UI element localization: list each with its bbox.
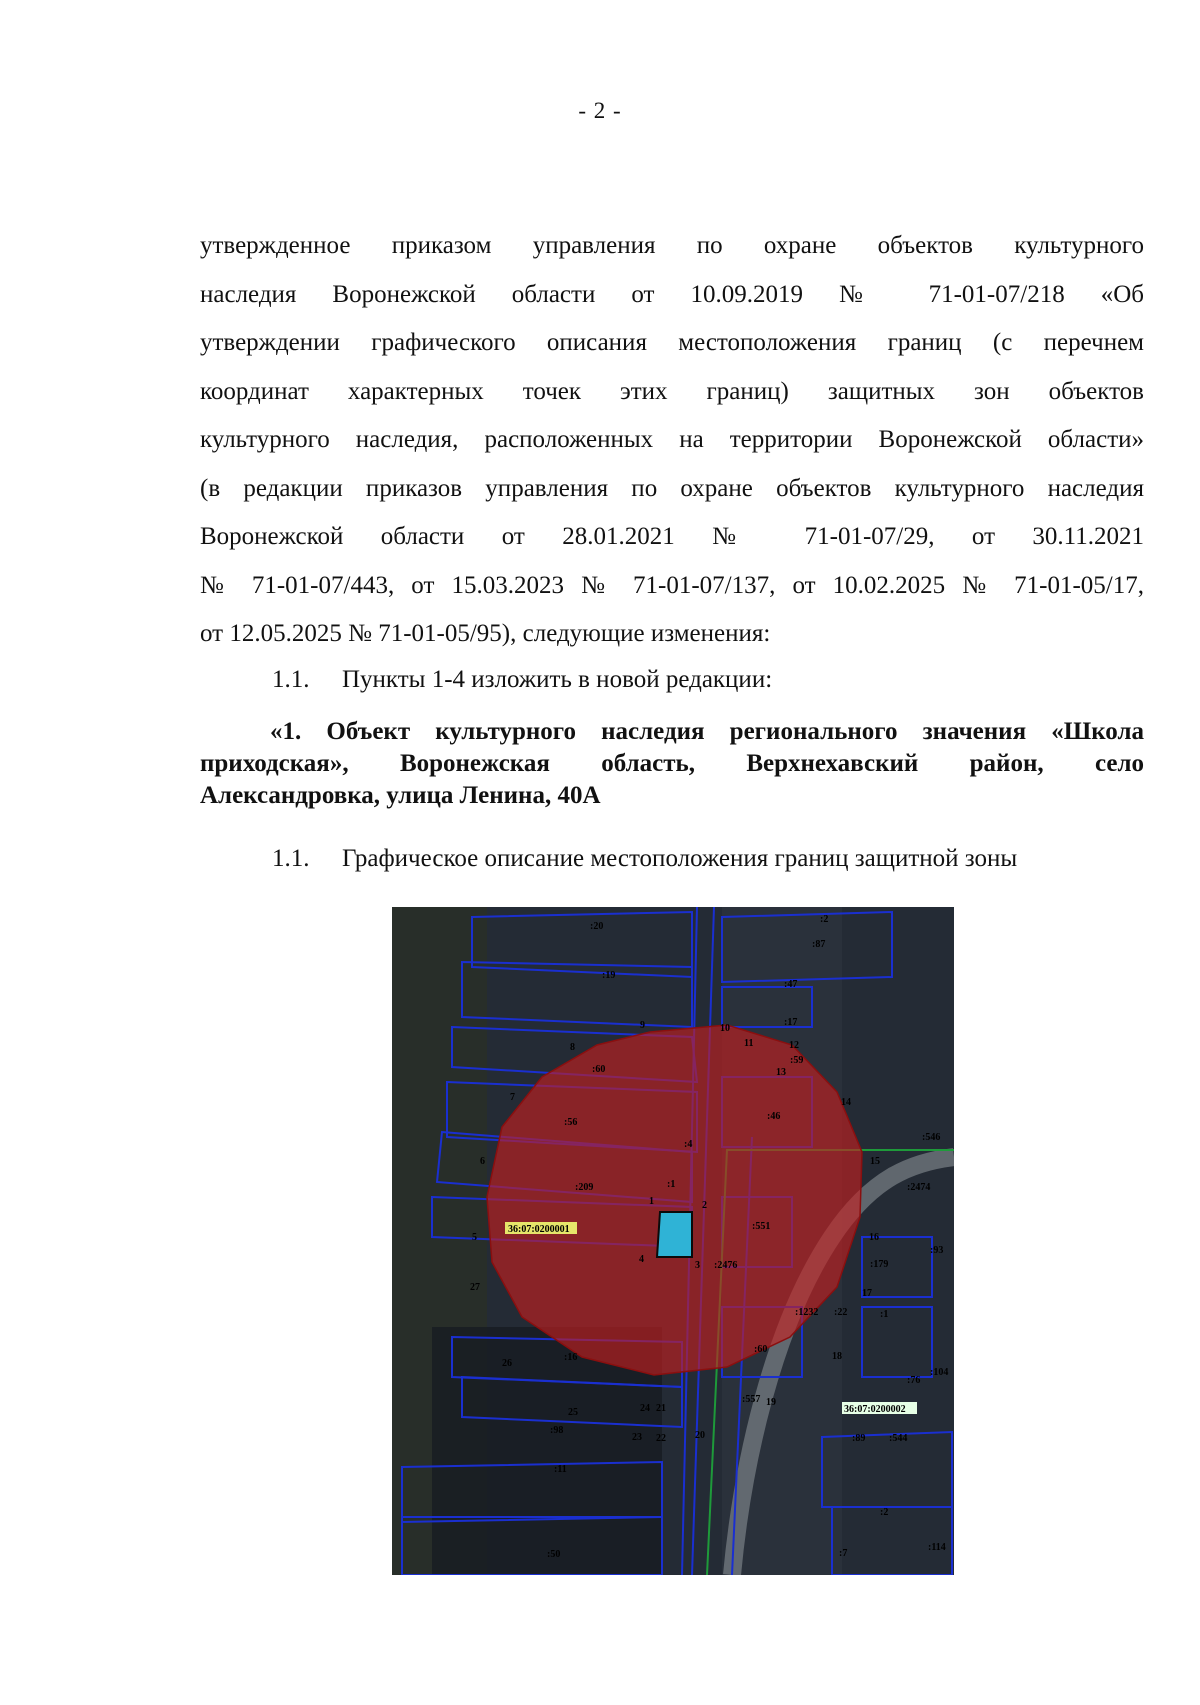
parcel-label: :46 [767,1111,781,1122]
point-label: 1 [649,1196,654,1207]
paragraph-line: культурного наследия, расположенных на территории Воронежской области» [200,426,1144,453]
parcel-label: :2 [880,1507,889,1518]
parcel-label: :56 [564,1117,578,1128]
clause-1 [272,666,772,694]
parcel-label: :11 [554,1464,567,1475]
body-paragraph [200,222,1144,659]
point-label: 5 [472,1232,477,1243]
parcel-label: :544 [889,1433,908,1444]
heading-line: «1. Объект культурного наследия регионального значения «Школа [270,718,1144,745]
parcel-label: :59 [790,1055,804,1066]
point-label: 23 [632,1432,642,1443]
parcel-label: :4 [684,1139,693,1150]
parcel-label: :2476 [714,1260,738,1271]
parcel-label: :7 [839,1548,848,1559]
point-label: 27 [470,1282,480,1293]
parcel-label: :87 [812,939,826,950]
quarter-label: 36:07:0200002 [844,1404,906,1415]
point-label: 14 [841,1097,851,1108]
point-label: 11 [744,1038,754,1049]
parcel-label: :1232 [795,1307,819,1318]
point-label: 25 [568,1407,578,1418]
parcel-label: :19 [602,970,616,981]
parcel-label: :93 [930,1245,944,1256]
quarter-label: 36:07:0200001 [508,1224,570,1235]
point-label: 22 [656,1433,666,1444]
parcel-label: :89 [852,1433,866,1444]
heading-line: Александровка, улица Ленина, 40А [200,782,601,809]
point-label: 15 [870,1156,880,1167]
protection-zone-map [392,907,954,1575]
parcel-label: :557 [742,1394,761,1405]
clause-text: Пункты 1-4 изложить в новой редакции: [342,666,773,693]
parcel-label: :1 [667,1179,676,1190]
map-canvas [392,907,954,1575]
heritage-object [657,1212,692,1257]
paragraph-line: № 71-01-07/443, от 15.03.2023 № 71-01-07/137, от 10.02.2025 № 71-01-05/17, [200,571,1144,599]
point-label: 12 [789,1040,799,1051]
parcel-label: :17 [784,1017,798,1028]
parcel-label: :2474 [907,1182,931,1193]
parcel-label: :179 [870,1259,889,1270]
point-label: 21 [656,1403,666,1414]
point-label: 9 [640,1020,645,1031]
paragraph-line: координат характерных точек этих границ) защитных зон объектов [200,377,1144,405]
paragraph-line: утверждении графического описания местоположения границ (с перечнем [200,329,1144,356]
point-label: 13 [776,1067,786,1078]
point-label: 2 [702,1200,707,1211]
paragraph-line: (в редакции приказов управления по охране объектов культурного наследия [200,474,1144,502]
parcel-label: :104 [930,1367,949,1378]
point-label: 26 [502,1358,512,1369]
paragraph-line: утвержденное приказом управления по охране объектов культурного [200,232,1144,259]
parcel-label: :16 [564,1352,578,1363]
point-label: 18 [832,1351,842,1362]
point-label: 3 [695,1260,700,1271]
parcel-label: :60 [592,1064,606,1075]
heading-line: приходская», Воронежская область, Верхнехавский район, село [200,750,1144,777]
object-heading [200,716,1144,812]
point-label: 8 [570,1042,575,1053]
point-label: 20 [695,1430,705,1441]
point-label: 10 [720,1023,730,1034]
point-label: 24 [640,1403,650,1414]
point-label: 19 [766,1397,776,1408]
parcel-label: :50 [547,1549,561,1560]
paragraph-line: Воронежской области от 28.01.2021 № 71-01-07/29, от 30.11.2021 [200,523,1144,550]
parcel-label: :47 [784,979,798,990]
clause-text: Графическое описание местоположения границ защитной зоны [342,845,1018,872]
paragraph-line: наследия Воронежской области от 10.09.2019 № 71-01-07/218 «Об [200,280,1144,308]
point-label: 16 [869,1232,879,1243]
parcel-label: :22 [834,1307,848,1318]
parcel-label: :20 [590,921,604,932]
point-label: 7 [510,1092,515,1103]
point-label: 6 [480,1156,485,1167]
parcel-label: :209 [575,1182,594,1193]
parcel-label: :2 [820,914,829,925]
parcel-label: :546 [922,1132,941,1143]
parcel-label: :76 [907,1375,921,1386]
parcel-label: :98 [550,1425,564,1436]
parcel-label: :60 [754,1344,768,1355]
point-label: 4 [639,1254,644,1265]
clause-number: 1.1. [272,666,310,693]
parcel-label: :114 [928,1542,946,1553]
paragraph-line: от 12.05.2025 № 71-01-05/95), следующие изменения: [200,620,771,647]
point-label: 17 [862,1288,872,1299]
clause-2 [272,845,1017,873]
clause-number: 1.1. [272,845,310,872]
parcel-label: :551 [752,1221,771,1232]
page-number: - 2 - [578,98,622,123]
parcel-label: :1 [880,1309,889,1320]
